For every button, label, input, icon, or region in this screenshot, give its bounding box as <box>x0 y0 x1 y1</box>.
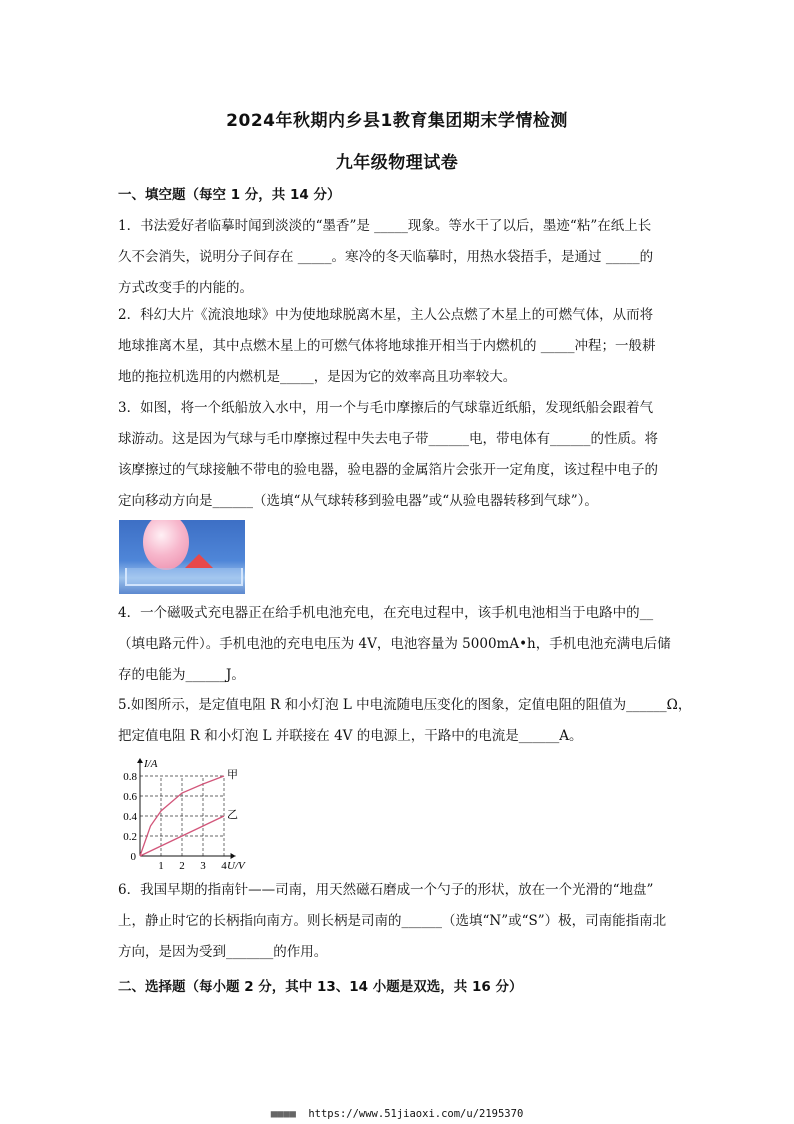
question-line: 上，静止时它的长柄指向南方。则长柄是司南的______（选填“N”或“S”）极，司南能指南北 <box>118 913 667 929</box>
paper-boat-icon <box>185 554 213 568</box>
balloon-boat-photo <box>119 520 245 594</box>
footer-mark: ■■■■ <box>270 1108 297 1120</box>
question-line: 3．如图，将一个纸船放入水中，用一个与毛巾摩擦后的气球靠近纸船，发现纸船会跟着气 <box>118 400 654 416</box>
footer-link[interactable]: https://www.51jiaoxi.com/u/2195370 <box>308 1108 524 1120</box>
question-line: 把定值电阻 R 和小灯泡 L 并联接在 4V 的电源上，干路中的电流是______A。 <box>118 728 583 744</box>
balloon-icon <box>143 520 189 570</box>
question-line: 6．我国早期的指南针——司南，用天然磁石磨成一个勺子的形状，放在一个光滑的“地盘” <box>118 882 654 898</box>
series-label: 甲 <box>227 769 238 781</box>
question-2 <box>118 300 678 393</box>
origin-label: 0 <box>130 851 136 863</box>
question-line: 球游动。这是因为气球与毛巾摩擦过程中失去电子带______电，带电体有______的性质。将 <box>118 431 658 447</box>
question-line: 地的拖拉机选用的内燃机是_____，是因为它的效率高且功率较大。 <box>118 369 517 385</box>
y-tick-label: 0.6 <box>123 791 137 803</box>
question-6 <box>118 875 678 968</box>
page-footer <box>0 1108 794 1120</box>
question-5 <box>118 690 692 752</box>
y-tick-label: 0.4 <box>123 811 137 823</box>
y-axis-label: I/A <box>144 758 158 770</box>
question-line: （填电路元件）。手机电池的充电电压为 4V，电池容量为 5000mA•h，手机电池充满电后储 <box>118 636 671 652</box>
question-line: 久不会消失，说明分子间存在 _____。寒冷的冬天临摹时，用热水袋捂手，是通过 _____的 <box>118 249 654 265</box>
x-tick-label: 1 <box>158 860 164 872</box>
question-line: 地球推离木星，其中点燃木星上的可燃气体将地球推开相当于内燃机的 _____冲程；一般耕 <box>118 338 656 354</box>
question-1 <box>118 211 678 304</box>
question-line: 存的电能为______J。 <box>118 667 245 683</box>
question-3 <box>118 393 678 517</box>
exam-subtitle: 九年级物理试卷 <box>335 153 459 173</box>
section-heading-fill-blank: 一、填空题（每空 1 分，共 14 分） <box>118 187 341 203</box>
x-tick-label: 4 <box>221 860 227 872</box>
y-axis-arrow <box>137 758 143 763</box>
iv-graph <box>114 756 274 872</box>
x-tick-label: 2 <box>179 860 185 872</box>
section-heading-choice: 二、选择题（每小题 2 分，其中 13、14 小题是双选，共 16 分） <box>118 979 523 995</box>
y-tick-label: 0.2 <box>123 831 137 843</box>
question-line: 方式改变手的内能的。 <box>118 280 253 296</box>
exam-title: 2024年秋期内乡县1教育集团期末学情检测 <box>226 111 568 131</box>
question-line: 定向移动方向是______（选填“从气球转移到验电器”或“从验电器转移到气球”）。 <box>118 493 598 509</box>
x-axis-label: U/V <box>227 860 245 872</box>
question-4 <box>118 598 678 691</box>
y-tick-label: 0.8 <box>123 771 137 783</box>
question-line: 5.如图所示，是定值电阻 R 和小灯泡 L 中电流随电压变化的图象，定值电阻的阻值为______Ω， <box>118 697 692 713</box>
question-line: 4．一个磁吸式充电器正在给手机电池充电，在充电过程中，该手机电池相当于电路中的__ <box>118 605 654 621</box>
series-label: 乙 <box>227 809 238 821</box>
water-tray-icon <box>125 568 243 586</box>
question-line: 2．科幻大片《流浪地球》中为使地球脱离木星，主人公点燃了木星上的可燃气体，从而将 <box>118 307 654 323</box>
question-line: 该摩擦过的气球接触不带电的验电器，验电器的金属箔片会张开一定角度，该过程中电子的 <box>118 462 658 478</box>
x-tick-label: 3 <box>200 860 206 872</box>
question-line: 1．书法爱好者临摹时闻到淡淡的“墨香”是 _____现象。等水干了以后，墨迹“粘”在纸上长 <box>118 218 652 234</box>
x-axis-arrow <box>231 853 236 859</box>
question-line: 方向，是因为受到_______的作用。 <box>118 944 328 960</box>
